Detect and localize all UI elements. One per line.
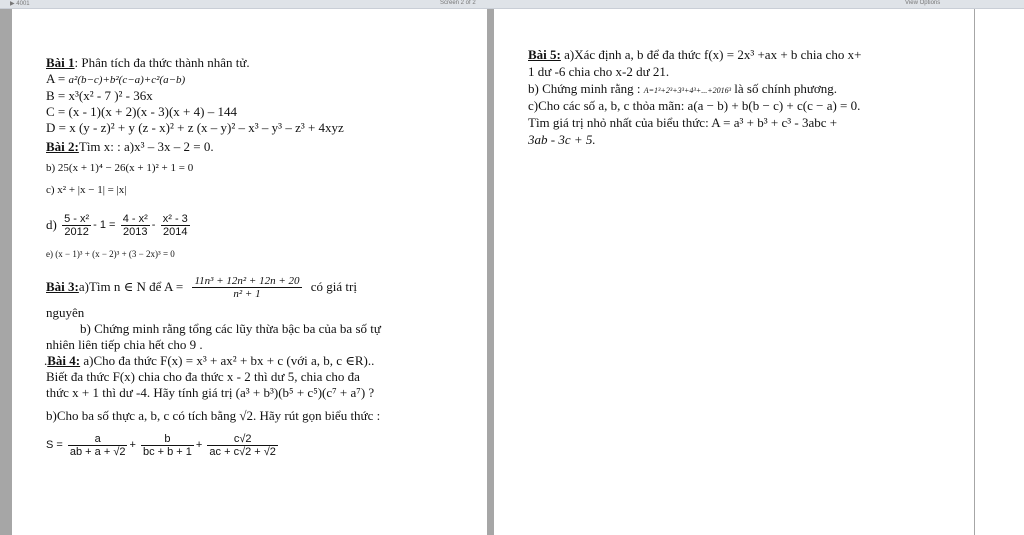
bai5-b-line	[528, 82, 837, 98]
s-expression	[46, 429, 280, 461]
bai2-d-line	[46, 209, 192, 240]
s-fraction-1	[68, 433, 128, 458]
bai1-c-line: C = (x - 1)(x + 2)(x - 3)(x + 4) – 144	[46, 104, 237, 119]
fraction-2-denominator: 2013	[123, 225, 148, 238]
bai1-label: Bài 1	[46, 55, 75, 70]
fraction-1-numerator: 5 - x²	[64, 212, 90, 225]
a-prefix: A =	[46, 71, 69, 86]
bai5-b-tail: là số chính phương.	[731, 81, 838, 96]
plus-sign-1: +	[129, 439, 136, 452]
s-fraction-2-denominator: bc + b + 1	[142, 445, 192, 458]
fraction-1-denominator: 2012	[64, 225, 89, 238]
bai3-text: a)Tìm n ∈ N để A =	[78, 279, 184, 295]
fraction-3	[161, 213, 190, 238]
bai4-dot: .	[44, 353, 48, 368]
bai5-line2: 1 dư -6 chia cho x-2 dư 21.	[528, 64, 670, 79]
bai5-line1	[528, 48, 861, 62]
bai2-e-line: e) (x − 1)³ + (x − 2)³ + (3 − 2x)³ = 0	[46, 249, 175, 259]
fraction-2	[121, 213, 150, 238]
toolbar-left-text: ▶ 4001	[10, 1, 30, 7]
bai2-b-line: b) 25(x + 1)⁴ − 26(x + 1)² + 1 = 0	[46, 162, 194, 174]
bai3-heading	[46, 271, 357, 302]
bai1-a-line	[46, 72, 185, 87]
bai2-heading	[46, 140, 214, 154]
viewer-margin	[975, 9, 1024, 535]
bai3-b-line1: b) Chứng minh rằng tổng các lũy thừa bậc ba của ba số tự	[80, 321, 381, 336]
a-expression: a²(b−c)+b²(c−a)+c²(a−b)	[68, 74, 186, 86]
bai5-c-line1: c)Cho các số a, b, c thỏa mãn: a(a − b) + b(b − c) + c(c − a) = 0.	[528, 98, 861, 113]
bai5-label: Bài 5:	[528, 47, 561, 62]
bai5-b-prefix: b) Chứng minh rằng :	[528, 81, 641, 96]
s-fraction-2	[141, 433, 194, 458]
bai3-tail: có giá trị	[310, 279, 357, 295]
bai3-label: Bài 3:	[46, 279, 79, 295]
d-label: d)	[46, 217, 57, 233]
document-viewer[interactable]	[0, 9, 1024, 535]
fraction-3-numerator: x² - 3	[162, 212, 188, 225]
d-minus: -	[151, 219, 156, 232]
bai4-label: Bài 4:	[47, 353, 81, 368]
fraction-1	[62, 213, 91, 238]
bai3-numerator: 11n³ + 12n² + 12n + 20	[194, 274, 300, 287]
plus-sign-2: +	[195, 439, 203, 452]
fraction-2-numerator: 4 - x²	[122, 212, 148, 225]
s-fraction-1-denominator: ab + a + √2	[69, 445, 126, 458]
view-options-button[interactable]: View Options	[905, 0, 941, 6]
s-fraction-2-numerator: b	[141, 433, 194, 446]
bai4-a-line2: Biết đa thức F(x) chia cho đa thức x - 2 thì dư 5, chia cho đa	[46, 369, 360, 384]
bai2-c-line: c) x² + |x − 1| = |x|	[46, 184, 127, 196]
page-1	[12, 9, 487, 535]
bai1-heading	[46, 56, 250, 70]
s-fraction-3-denominator: ac + c√2 + √2	[209, 445, 276, 458]
bai1-d-line: D = x (y - z)² + y (z - x)² + z (x – y)² – x³ – y³ – z³ + 4xyz	[46, 120, 344, 135]
d-minus-one: - 1 =	[93, 219, 116, 232]
bai5-b-expression: A=1³+2³+3³+4³+...+2016³	[643, 86, 732, 95]
bai3-line2: nguyên	[46, 305, 85, 320]
bai4-heading	[44, 354, 374, 368]
s-fraction-3	[207, 433, 278, 458]
bai3-denominator: n² + 1	[233, 287, 261, 300]
bai2-text: Tìm x: : a)x³ – 3x – 2 = 0.	[78, 139, 214, 154]
bai4-a-line1: a)Cho đa thức F(x) = x³ + ax² + bx + c (với a, b, c ∈R)..	[80, 353, 375, 368]
s-fraction-1-numerator: a	[68, 433, 128, 446]
bai1-b-line: B = x³(x² - 7 )² - 36x	[46, 88, 153, 103]
s-fraction-3-numerator: c√2	[207, 433, 278, 446]
bai1-title: : Phân tích đa thức thành nhân tử.	[74, 55, 250, 70]
fraction-3-denominator: 2014	[163, 225, 188, 238]
window-toolbar	[0, 0, 1024, 9]
bai3-b-line2: nhiên liên tiếp chia hết cho 9 .	[46, 337, 203, 352]
bai5-c-line3: 3ab - 3c + 5.	[528, 132, 596, 147]
bai5-a-line1: a)Xác định a, b để đa thức f(x) = 2x³ +ax + b chia cho x+	[560, 47, 862, 62]
bai4-b-line1: b)Cho ba số thực a, b, c có tích bằng √2. Hãy rút gọn biểu thức :	[46, 408, 381, 423]
s-prefix: S =	[46, 439, 63, 452]
bai5-c-line2: Tìm giá trị nhỏ nhất của biểu thức: A = a³ + b³ + c³ - 3abc +	[528, 115, 838, 130]
page-indicator: Screen 2 of 2	[440, 0, 476, 6]
page-2	[494, 9, 974, 535]
bai3-fraction	[192, 275, 301, 300]
bai2-label: Bài 2:	[46, 139, 79, 154]
bai4-a-line3: thức x + 1 thì dư -4. Hãy tính giá trị (a³ + b³)(b⁵ + c⁵)(c⁷ + a⁷) ?	[46, 385, 375, 400]
